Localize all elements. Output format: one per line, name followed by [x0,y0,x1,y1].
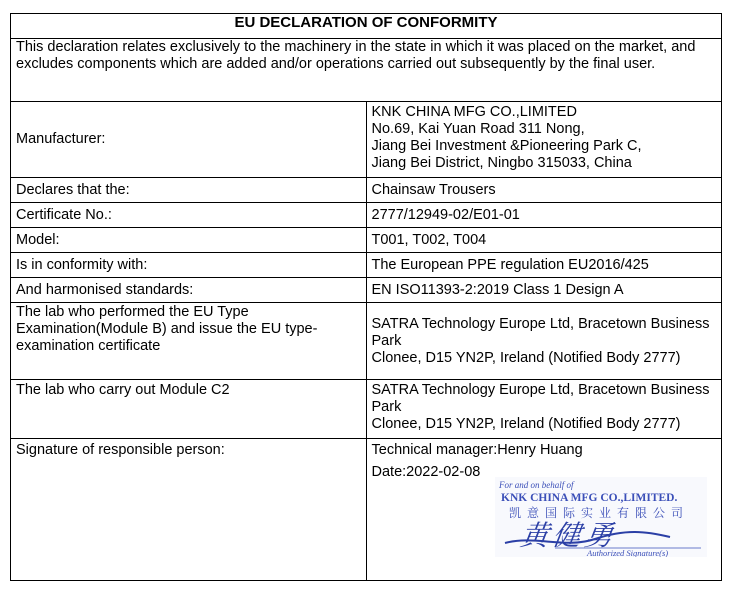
manufacturer-address [366,102,722,178]
manufacturer-line: No.69, Kai Yuan Road 311 Nong, [371,121,585,137]
manufacturer-label: Manufacturer: [11,102,367,178]
document-title: EU DECLARATION OF CONFORMITY [11,14,722,39]
lab-module-c2-label: The lab who carry out Module C2 [11,380,367,439]
intro-paragraph: This declaration relates exclusively to the machinery in the state in which it was placed on the market, and excludes components which are added and/or operations carried out subsequently by the final user. [11,39,722,102]
lab-address-line: SATRA Technology Europe Ltd, Bracetown Business Park [371,315,710,349]
manufacturer-line: Jiang Bei Investment &Pioneering Park C, [371,138,642,154]
conformity-value: The European PPE regulation EU2016/425 [366,253,722,278]
company-stamp [495,477,707,557]
signature-date: Date:2022-02-08 [371,464,481,480]
product-label: Declares that the: [11,178,367,203]
svg-text:黄健勇: 黄健勇 [517,519,619,552]
svg-text:Authorized Signature(s): Authorized Signature(s) [586,548,668,557]
lab-module-c2-value [366,380,722,439]
conformity-label: Is in conformity with: [11,253,367,278]
signature-label: Signature of responsible person: [11,439,367,581]
manufacturer-line: KNK CHINA MFG CO.,LIMITED [371,104,577,120]
lab-address-line: Clonee, D15 YN2P, Ireland (Notified Body 2777) [371,349,681,366]
svg-text:KNK CHINA MFG CO.,LIMITED.: KNK CHINA MFG CO.,LIMITED. [500,492,677,504]
lab-address-line: Clonee, D15 YN2P, Ireland (Notified Body 2777) [371,416,681,432]
certificate-label: Certificate No.: [11,203,367,228]
model-value: T001, T002, T004 [366,228,722,253]
product-value: Chainsaw Trousers [366,178,722,203]
declaration-table [10,13,722,581]
svg-text:凯意国际实业有限公司: 凯意国际实业有限公司 [508,506,689,520]
technical-manager: Technical manager:Henry Huang [371,442,583,458]
lab-module-b-label: The lab who performed the EU Type Examination(Module B) and issue the EU type-examination certificate [11,303,367,380]
standards-value: EN ISO11393-2:2019 Class 1 Design A [366,278,722,303]
svg-text:For and on behalf of: For and on behalf of [498,480,573,490]
model-label: Model: [11,228,367,253]
signature-cell [366,439,722,581]
lab-module-b-value [366,303,722,380]
manufacturer-line: Jiang Bei District, Ningbo 315033, China [371,155,632,171]
lab-address-line: SATRA Technology Europe Ltd, Bracetown Business Park [371,382,710,415]
certificate-value: 2777/12949-02/E01-01 [366,203,722,228]
standards-label: And harmonised standards: [11,278,367,303]
